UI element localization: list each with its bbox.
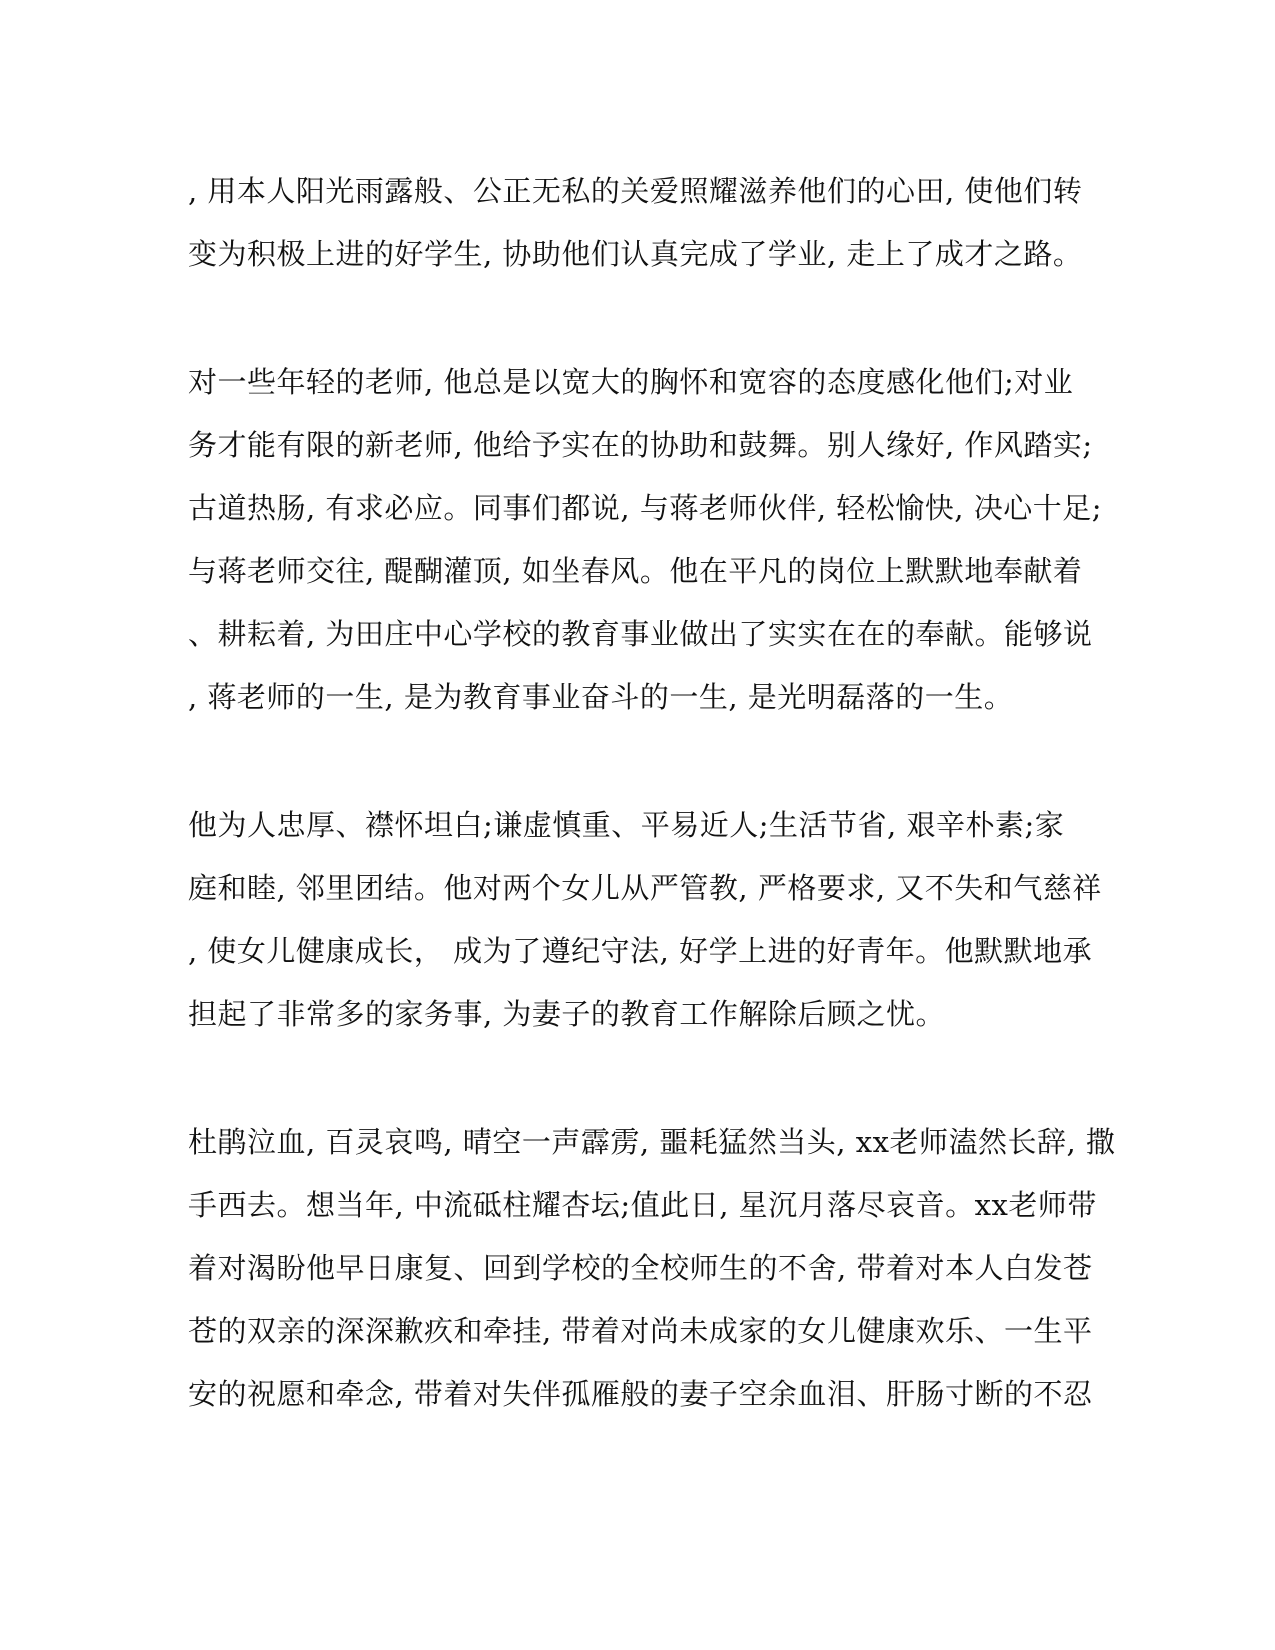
text-line: 担起了非常多的家务事, 为妻子的教育工作解除后顾之忧。 xyxy=(188,997,945,1031)
text-line: 着对渴盼他早日康复、回到学校的全校师生的不舍, 带着对本人白发苍 xyxy=(188,1251,1093,1285)
text-line: 对一些年轻的老师, 他总是以宽大的胸怀和宽容的态度感化他们;对业 xyxy=(188,365,1074,399)
paragraph-3 xyxy=(188,794,1102,1046)
text-line: 务才能有限的新老师, 他给予实在的协助和鼓舞。别人缘好, 作风踏实; xyxy=(188,428,1093,462)
text-line: , 用本人阳光雨露般、公正无私的关爱照耀滋养他们的心田, 使他们转 xyxy=(188,174,1083,208)
text-line: , 使女儿健康成长， 成为了遵纪守法, 好学上进的好青年。他默默地承 xyxy=(188,934,1093,968)
text-line: 安的祝愿和牵念, 带着对失伴孤雁般的妻子空余血泪、肝肠寸断的不忍 xyxy=(188,1377,1093,1411)
text-line: 苍的双亲的深深歉疚和牵挂, 带着对尚未成家的女儿健康欢乐、一生平 xyxy=(188,1314,1093,1348)
document-body xyxy=(188,160,1116,1491)
paragraph-2 xyxy=(188,351,1103,729)
text-line: 与蒋老师交往, 醍醐灌顶, 如坐春风。他在平凡的岗位上默默地奉献着 xyxy=(188,554,1083,588)
text-line: 古道热肠, 有求必应。同事们都说, 与蒋老师伙伴, 轻松愉快, 决心十足; xyxy=(188,491,1103,525)
text-line: 、耕耘着, 为田庄中心学校的教育事业做出了实实在在的奉献。能够说 xyxy=(188,617,1093,651)
paragraph-1 xyxy=(188,160,1088,286)
text-line: 杜鹃泣血, 百灵哀鸣, 晴空一声霹雳, 噩耗猛然当头, xx老师溘然长辞, 撒 xyxy=(188,1125,1116,1159)
text-line: 庭和睦, 邻里团结。他对两个女儿从严管教, 严格要求, 又不失和气慈祥 xyxy=(188,871,1102,905)
text-line: , 蒋老师的一生, 是为教育事业奋斗的一生, 是光明磊落的一生。 xyxy=(188,680,1014,714)
text-line: 他为人忠厚、襟怀坦白;谦虚慎重、平易近人;生活节省, 艰辛朴素;家 xyxy=(188,808,1065,842)
paragraph-4 xyxy=(188,1111,1116,1426)
text-line: 变为积极上进的好学生, 协助他们认真完成了学业, 走上了成才之路。 xyxy=(188,237,1083,271)
text-line: 手西去。想当年, 中流砥柱耀杏坛;值此日, 星沉月落尽哀音。xx老师带 xyxy=(188,1188,1097,1222)
